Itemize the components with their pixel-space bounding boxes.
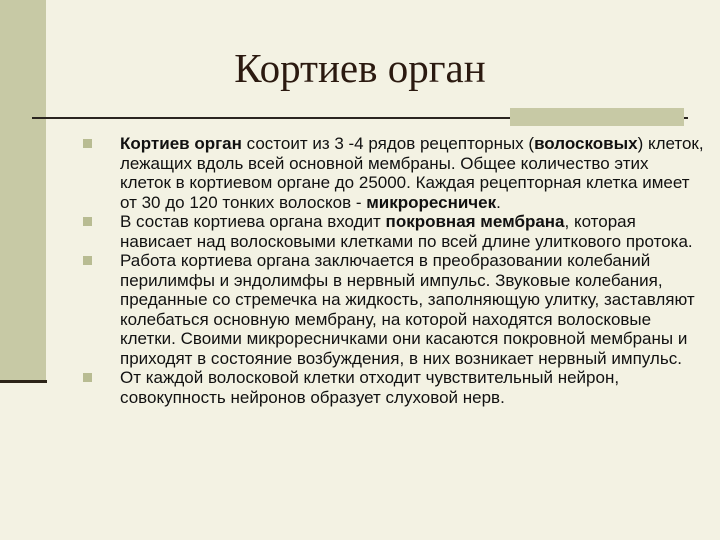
bullet-item [84,212,704,251]
bullet-text-bold: волосковых [534,134,638,153]
left-band-underline [0,380,47,383]
bullet-text: От каждой волосковой клетки отходит чувствительный нейрон, совокупность нейронов образует слуховой нерв. [120,368,620,407]
bullet-item [84,251,704,368]
bullet-text: Работа кортиева органа заключается в преобразовании колебаний перилимфы и эндолимфы в нервный импульс. Звуковые колебания, преданные со стремечка на жидкость, заполняющую улитку, заставляют колебаться основную мембрану, на которой находятся волосковые клетки. Своими микроресничками они касаются покровной мембраны и приходят в состояние возбуждения, в них возникает нервный импульс. [120,251,695,368]
bullet-square-icon [83,217,92,226]
bullet-item [84,368,704,407]
bullet-text: В состав кортиева органа входит [120,212,386,231]
bullet-list [84,134,704,407]
bullet-square-icon [83,373,92,382]
bullet-text-bold: покровная мембрана [385,212,565,231]
bullet-text-bold: микроресничек [366,192,497,212]
title-accent-box [510,108,684,126]
bullet-text: ) клеток, лежащих вдоль всей основной мембраны. Общее количество этих клеток в кортиевом органе до 25000. Каждая рецепторная клетка имеет от 30 до 120 тонких волосков - [120,134,704,212]
bullet-text-bold: Кортиев орган [120,134,242,153]
bullet-text: , которая нависает над волосковыми клетками по всей длине улиткового протока. [120,212,693,251]
bullet-text: состоит из 3 -4 рядов рецепторных ( [241,134,535,153]
slide-title: Кортиев орган [234,45,486,91]
bullet-square-icon [83,256,92,265]
bullet-item [84,134,704,212]
bullet-square-icon [83,139,92,148]
bullet-text: . [496,192,501,212]
